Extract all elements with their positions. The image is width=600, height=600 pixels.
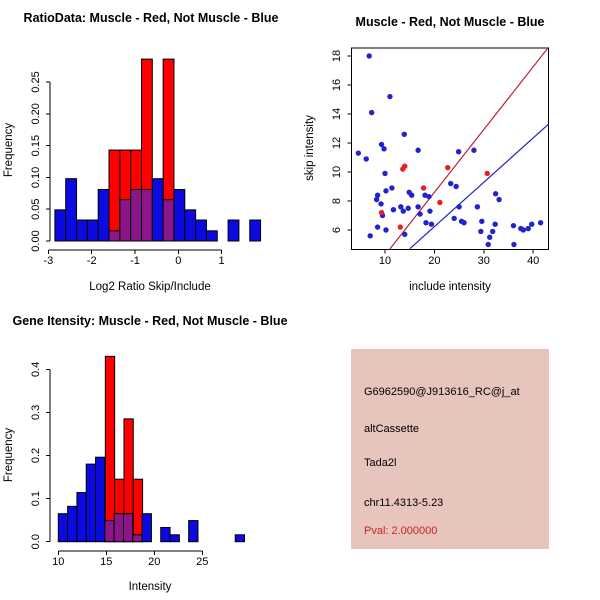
scatter-point-blue: [387, 94, 392, 99]
y-tick-label: 12: [331, 136, 343, 150]
scatter-point-blue: [415, 204, 420, 209]
muscle-fit-line: [390, 47, 549, 249]
scatter-point-blue: [366, 53, 371, 58]
scatter-point-red: [398, 224, 403, 229]
x-tick-label: 20: [148, 556, 161, 568]
hist-bar-red: [133, 479, 142, 541]
hist-bar-red: [109, 150, 120, 241]
scatter-point-blue: [521, 227, 526, 232]
y-axis-title: Frequency: [3, 122, 15, 178]
hist-bar-blue: [66, 179, 77, 241]
probeset-id-text: G6962590@J913616_RC@j_at: [364, 386, 520, 398]
scatter-point-blue: [391, 207, 396, 212]
x-tick-label: -3: [43, 255, 54, 267]
y-tick-label: 0.20: [30, 103, 42, 125]
hist-bar-blue: [87, 220, 98, 241]
hist-bar-blue: [189, 521, 198, 542]
y-tick-label: 0.25: [30, 71, 42, 93]
splicing-event-text: altCassette: [364, 423, 420, 435]
scatter-point-blue: [529, 222, 534, 227]
hist-bar-blue: [174, 189, 185, 241]
scatter-point-blue: [511, 223, 516, 228]
y-tick-label: 10: [331, 165, 343, 179]
scatter-point-blue: [453, 184, 458, 189]
y-tick-label: 0.2: [30, 447, 42, 464]
panel-info: [300, 300, 600, 600]
scatter-point-red: [437, 200, 442, 205]
hist-bar-blue: [161, 527, 170, 541]
hist-bar-red: [105, 356, 114, 541]
scatter-point-blue: [475, 204, 480, 209]
x-axis-title: Log2 Ratio Skip/Include: [89, 281, 211, 293]
x-tick-label: -1: [130, 255, 140, 267]
scatter-point-red: [402, 164, 407, 169]
scatter-point-blue: [448, 181, 453, 186]
scatter-point-blue: [364, 156, 369, 161]
chart-title: RatioData: Muscle - Red, Not Muscle - Blue: [23, 11, 279, 25]
x-tick-label: 20: [428, 255, 441, 267]
x-tick-label: 40: [527, 255, 540, 267]
scatter-point-blue: [356, 150, 361, 155]
scatter-point-blue: [378, 201, 383, 206]
y-tick-label: 0.10: [30, 166, 42, 189]
scatter-point-blue: [490, 229, 495, 234]
hist-bar-overlap: [109, 231, 120, 241]
hist-bar-blue: [250, 220, 261, 241]
scatter-point-blue: [456, 204, 461, 209]
scatter-point-blue: [369, 110, 374, 115]
scatter-point-blue: [402, 232, 407, 237]
skip-include-scatterplot: [300, 0, 600, 300]
hist-bar-overlap: [120, 200, 131, 241]
scatter-point-blue: [389, 185, 394, 190]
scatter-point-blue: [461, 220, 466, 225]
scatter-point-blue: [451, 216, 456, 221]
scatter-point-blue: [456, 149, 461, 154]
scatter-point-blue: [427, 208, 432, 213]
hist-bar-blue: [142, 514, 151, 542]
scatter-point-blue: [375, 224, 380, 229]
scatter-point-blue: [487, 235, 492, 240]
scatter-point-red: [421, 185, 426, 190]
scatter-point-blue: [381, 146, 386, 151]
scatter-point-blue: [401, 208, 406, 213]
info-box: [351, 349, 549, 549]
x-tick-label: -2: [86, 255, 97, 267]
scatter-point-blue: [417, 211, 422, 216]
hist-bar-blue: [98, 189, 109, 241]
ratio-histogram: [0, 0, 300, 300]
y-tick-label: 8: [331, 197, 343, 205]
scatter-point-blue: [374, 197, 379, 202]
scatter-point-blue: [486, 242, 491, 247]
hist-bar-blue: [55, 210, 66, 241]
pval-text: Pval: 2.000000: [364, 525, 438, 537]
hist-bar-blue: [86, 464, 95, 542]
scatter-point-blue: [409, 193, 414, 198]
x-tick-label: 1: [218, 255, 225, 267]
x-tick-label: 25: [196, 556, 209, 568]
scatter-point-blue: [496, 197, 501, 202]
hist-bar-overlap: [133, 535, 142, 542]
scatter-point-blue: [471, 148, 476, 153]
scatter-point-red: [485, 171, 490, 176]
hist-bar-blue: [196, 220, 207, 241]
x-axis-title: Intensity: [128, 581, 172, 593]
scatter-point-blue: [406, 206, 411, 211]
scatter-point-red: [379, 210, 384, 215]
hist-bar-blue: [77, 493, 86, 542]
plot-box: [352, 48, 549, 250]
hist-bar-blue: [152, 179, 163, 241]
x-axis-title: include intensity: [409, 281, 491, 293]
y-tick-label: 6: [331, 226, 343, 234]
scatter-point-blue: [526, 226, 531, 231]
y-tick-label: 0.15: [30, 134, 42, 157]
x-tick-label: 0: [175, 255, 182, 267]
scatter-point-blue: [383, 227, 388, 232]
scatter-point-blue: [492, 222, 497, 227]
y-tick-label: 0.4: [30, 361, 42, 377]
scatter-point-blue: [511, 242, 516, 247]
hist-bar-blue: [68, 506, 77, 541]
hist-bar-overlap: [105, 521, 114, 542]
hist-bar-overlap: [123, 514, 132, 542]
scatter-point-blue: [367, 233, 372, 238]
x-tick-label: 15: [100, 556, 113, 568]
chart-title: Muscle - Red, Not Muscle - Blue: [355, 15, 545, 29]
y-tick-label: 0.0: [30, 534, 42, 550]
scatter-point-blue: [383, 188, 388, 193]
hist-bar-blue: [228, 220, 239, 241]
y-tick-label: 0.3: [30, 404, 42, 421]
y-tick-label: 16: [331, 78, 343, 92]
hist-bar-blue: [206, 231, 217, 241]
y-tick-label: 0.1: [30, 490, 42, 507]
scatter-point-blue: [479, 219, 484, 224]
x-tick-label: 30: [477, 255, 490, 267]
hist-bar-blue: [96, 457, 105, 541]
x-tick-label: 10: [378, 255, 392, 267]
chart-title: Gene Itensity: Muscle - Red, Not Muscle - Blue: [12, 314, 288, 328]
hist-bar-blue: [185, 210, 196, 241]
y-tick-label: 14: [331, 107, 343, 121]
panel-ratio-histogram: [0, 0, 300, 300]
genomic-location-text: chr11.4313-5.23: [364, 497, 444, 509]
panel-intensity-scatter: [300, 0, 600, 300]
gene-symbol-text: Tada2l: [364, 457, 397, 469]
scatter-point-blue: [402, 132, 407, 137]
hist-bar-overlap: [114, 514, 123, 542]
y-axis-title: Frequency: [3, 427, 15, 483]
hist-bar-blue: [58, 514, 67, 542]
y-tick-label: 0.00: [30, 230, 42, 252]
scatter-point-blue: [478, 229, 483, 234]
scatter-point-blue: [538, 220, 543, 225]
scatter-point-red: [445, 165, 450, 170]
gene-intensity-histogram: [0, 300, 300, 600]
hist-bar-blue: [170, 535, 179, 542]
scatter-point-blue: [493, 191, 498, 196]
hist-bar-blue: [77, 220, 88, 241]
hist-bar-overlap: [141, 189, 152, 241]
scatter-point-blue: [429, 222, 434, 227]
hist-bar-blue: [235, 535, 244, 542]
scatter-point-blue: [423, 220, 428, 225]
panel-gene-intensity-histogram: [0, 300, 300, 600]
y-axis-title: skip intensity: [304, 115, 316, 181]
scatter-point-blue: [382, 171, 387, 176]
y-tick-label: 0.05: [30, 198, 42, 220]
x-tick-label: 10: [52, 556, 65, 568]
scatter-point-blue: [426, 194, 431, 199]
scatter-point-blue: [415, 148, 420, 153]
y-tick-label: 18: [331, 49, 343, 63]
hist-bar-overlap: [131, 189, 142, 241]
hist-bar-overlap: [163, 200, 174, 241]
